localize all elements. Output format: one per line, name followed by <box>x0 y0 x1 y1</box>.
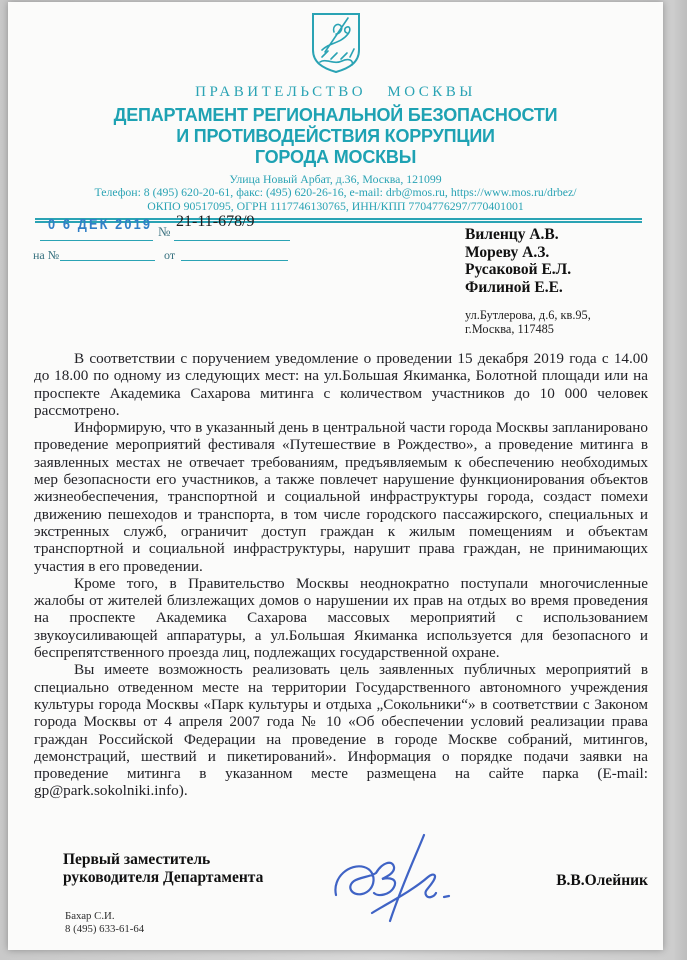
reply-underline <box>60 260 155 261</box>
number-label: № <box>158 224 171 239</box>
date-underline <box>40 240 153 241</box>
paragraph-3: Кроме того, в Правительство Москвы неоднократно поступали многочисленные жалобы от жителей близлежащих домов о нарушении их прав на отдых во время проведения на проспекте Академика Сахарова массовых мероприятий с использованием звукоусиливающей аппаратуры, а ул.Большая Якиманка используется для безопасного и беспрепятственного проезда лиц, подлежащих государственной охране. <box>34 574 648 662</box>
moscow-coat-of-arms-icon <box>310 12 362 74</box>
government-title: ПРАВИТЕЛЬСТВО МОСКВЫ <box>195 84 476 100</box>
recipient-name: Филиной Е.Е. <box>465 278 563 296</box>
signer-position-line2: руководителя Департамента <box>63 869 264 886</box>
executor-footer <box>65 910 144 935</box>
letter-body <box>34 350 648 800</box>
department-title-line3: ГОРОДА МОСКВЫ <box>254 147 417 167</box>
paragraph-1: В соответствии с поручением уведомление о проведении 15 декабря 2019 года с 14.00 до 18.00 по одному из следующих мест: на ул.Большая Якиманка, Болотной площади или на проспекте Академика Сахарова митинга с количеством участников до 10 000 человек рассмотрено. <box>34 350 648 419</box>
recipient-name: Виленцу А.В. <box>465 226 559 243</box>
from-underline <box>181 260 288 261</box>
recipient-address <box>465 309 591 336</box>
paragraph-2: Информирую, что в указанный день в центральной части города Москвы запланировано проведение мероприятий фестиваля «Путешествие в Рождество», а проведение митинга в заявленных местах не отвечает требованиям, предъявляемым к обеспечению необходимых мер безопасности его участников, а также повлечет нарушение функционирования объектов жизнеобеспечения, транспортной и социальной инфраструктуры города, создаст помехи движению пешеходов и транспорта, в том числе городского пассажирского, специальных и экстренных служб, ограничит доступ граждан к жилым помещениям и объектам транспортной и социальной инфраструктуры, нарушит права граждан, не принимающих участия в его проведении. <box>34 419 648 575</box>
department-title-line1: ДЕПАРТАМЕНТ РЕГИОНАЛЬНОЙ БЕЗОПАСНОСТИ <box>113 105 558 125</box>
reply-to-label: на № <box>33 248 60 262</box>
letterhead-address: Улица Новый Арбат, д.36, Москва, 121099 <box>229 172 442 186</box>
executor-phone: 8 (495) 633-61-64 <box>65 922 145 935</box>
from-label: от <box>164 248 176 262</box>
date-stamp: 0 6 ДЕК 2019 <box>48 216 153 233</box>
letterhead-contacts <box>8 173 663 213</box>
recipient-address-line1: ул.Бутлерова, д.6, кв.95, <box>465 308 591 322</box>
outgoing-number: 21-11-678/9 <box>176 213 255 230</box>
recipients-block <box>465 226 591 336</box>
signer-name: В.В.Олейник <box>556 872 648 889</box>
paragraph-4: Вы имеете возможность реализовать цель заявленных публичных мероприятий в специально отведенном месте на территории Государственного автономного учреждения культуры города Москвы «Парк культуры и отдыха „Сокольники“» в соответствии с Законом города Москвы от 4 апреля 2007 года № 10 «Об обеспечении условий реализации права граждан Российской Федерации на проведение в городе Москве собраний, митингов, демонстраций, шествий и пикетирований». Информация о порядке подачи заявки на проведение митинга в указанном месте размещена на сайте парка (E-mail: gp@park.sokolniki.info). <box>34 661 648 800</box>
letter-page <box>8 2 663 950</box>
signature-block <box>63 851 648 931</box>
handwritten-signature-icon <box>328 833 460 929</box>
recipient-name: Русаковой Е.Л. <box>465 261 572 278</box>
letterhead-requisites: ОКПО 90517095, ОГРН 1117746130765, ИНН/КПП 7704776297/770401001 <box>147 198 524 213</box>
recipient-address-line2: г.Москва, 117485 <box>465 321 554 336</box>
executor-name: Бахар С.И. <box>65 910 115 922</box>
department-title-line2: И ПРОТИВОДЕЙСТВИЯ КОРРУПЦИИ <box>176 126 495 146</box>
reference-block <box>8 212 663 346</box>
signer-position-line1: Первый заместитель <box>63 851 211 868</box>
letterhead-phone-email: Телефон: 8 (495) 620-20-61, факс: (495) 620-26-16, e-mail: drb@mos.ru, https://www.mos.ru/drbez/ <box>94 185 577 200</box>
number-underline <box>174 240 290 241</box>
department-title <box>8 105 663 168</box>
recipient-name: Мореву А.З. <box>465 243 550 261</box>
